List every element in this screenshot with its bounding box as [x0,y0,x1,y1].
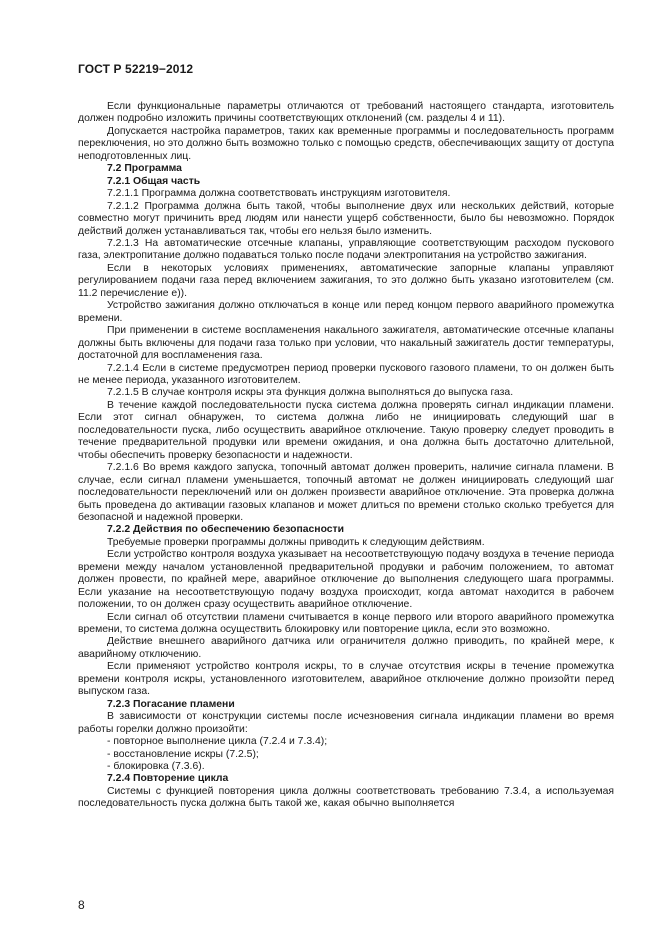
paragraph: Действие внешнего аварийного датчика или ограничителя должно приводить, по крайней мере, к аварийному отключению. [78,636,614,660]
subsection-heading: 7.2.3 Погасание пламени [107,698,235,710]
paragraph: 7.2.1.2 Программа должна быть такой, чтобы выполнение двух или нескольких действий, которые совместно могут причинить вред людям или нанести ущерб собственности, было бы невозможно. Порядок действий должен устанавливаться так, чтобы его нельзя было изменить. [78,200,614,237]
paragraph: Устройство зажигания должно отключаться в конце или перед концом первого аварийного промежутка времени. [78,300,614,324]
paragraph: Если сигнал об отсутствии пламени считывается в конце первого или второго аварийного промежутка времени, то система должна осуществить блокировку или повторение цикла, если это возможно. [78,611,614,636]
paragraph: 7.2.1.1 Программа должна соответствовать инструкциям изготовителя. [107,188,451,200]
paragraph: 7.2.1.5 В случае контроля искры эта функция должна выполняться до выпуска газа. [107,387,514,399]
paragraph: 7.2.1.4 Если в системе предусмотрен период проверки пускового газового пламени, то он должен быть не менее периода, указанного изготовителем. [78,362,614,386]
paragraph: При применении в системе воспламенения накального зажигателя, автоматические отсечные клапаны должны быть включены для подачи газа только при условии, что накальный зажигатель достиг температуры, достаточной для воспламенения газа. [78,325,614,362]
subsection-heading: 7.2.1 Общая часть [107,175,201,187]
paragraph: Если в некоторых условиях применениях, автоматические запорные клапаны управляют регулированием подачи газа перед включением зажигания, то это должно быть указано изготовителем (см. 11.2 перечисление е)). [78,262,614,299]
subsection-heading: 7.2.4 Повторение цикла [107,773,229,785]
paragraph: Если применяют устройство контроля искры, то в случае отсутствия искры в течение промежутка времени контроля искры, установленного изготовителем, аварийное отключение должно произойти перед выпуском газа. [78,661,614,698]
page-number: 8 [78,898,85,912]
paragraph: 7.2.1.3 На автоматические отсечные клапаны, управляющие соответствующим расходом пускового газа, электропитание должно подаваться только после подачи электропитания на устройство зажигания. [78,237,614,262]
subsection-heading: 7.2.2 Действия по обеспечению безопасности [107,524,345,536]
standard-header: ГОСТ Р 52219−2012 [78,62,194,76]
paragraph: В течение каждой последовательности пуска система должна проверять сигнал индикации пламени. Если этот сигнал обнаружен, то система должна либо не инициировать следующий шаг в последовательности пуска, либо осуществить аварийное отключение. Такую проверку следует проводить в течение предварительной продувки или времени ожидания, и она должна быть достаточно длительной, чтобы обеспечить проверку безопасности и надежности. [78,399,614,461]
list-item: - восстановление искры (7.2.5); [107,748,259,760]
list-item: - повторное выполнение цикла (7.2.4 и 7.3.4); [107,736,328,748]
paragraph: Допускается настройка параметров, таких как временные программы и последовательность программ переключения, но это должно быть возможно только с помощью средств, обеспечивающих защиту от доступа неподготовленных лиц. [78,125,614,162]
paragraph: В зависимости от конструкции системы после исчезновения сигнала индикации пламени во время работы горелки должно произойти: [78,711,614,735]
document-body [78,101,614,811]
paragraph: Если устройство контроля воздуха указывает на несоответствующую подачу воздуха в течение периода времени между началом установленной предварительной продувки и рабочим положением, то автомат должен провести, по крайней мере, аварийное отключение до выполнения следующего шага программы. Если указание на несоответствующую подачу воздуха происходит, когда автомат находится в рабочем положении, то он должен сразу осуществить аварийное отключение. [78,549,614,611]
section-heading: 7.2 Программа [107,163,182,175]
list-item: - блокировка (7.3.6). [107,761,205,773]
paragraph: 7.2.1.6 Во время каждого запуска, топочный автомат должен проверить, наличие сигнала пламени. В случае, если сигнал пламени уменьшается, топочный автомат не должен инициировать следующий шаг последовательности переключений или он должен произвести аварийное отключение. Эта проверка должна быть проведена до активации газовых клапанов и может длиться по времени столько сколько требуется для безопасной и надежной проверки. [78,462,614,523]
paragraph: Системы с функцией повторения цикла должны соответствовать требованию 7.3.4, а используемая последовательность пуска должна быть такой же, какая обычно выполняется [78,785,614,810]
paragraph: Если функциональные параметры отличаются от требований настоящего стандарта, изготовитель должен подробно изложить причины соответствующих отклонений (см. разделы 4 и 11). [78,101,614,125]
paragraph: Требуемые проверки программы должны приводить к следующим действиям. [107,536,485,548]
